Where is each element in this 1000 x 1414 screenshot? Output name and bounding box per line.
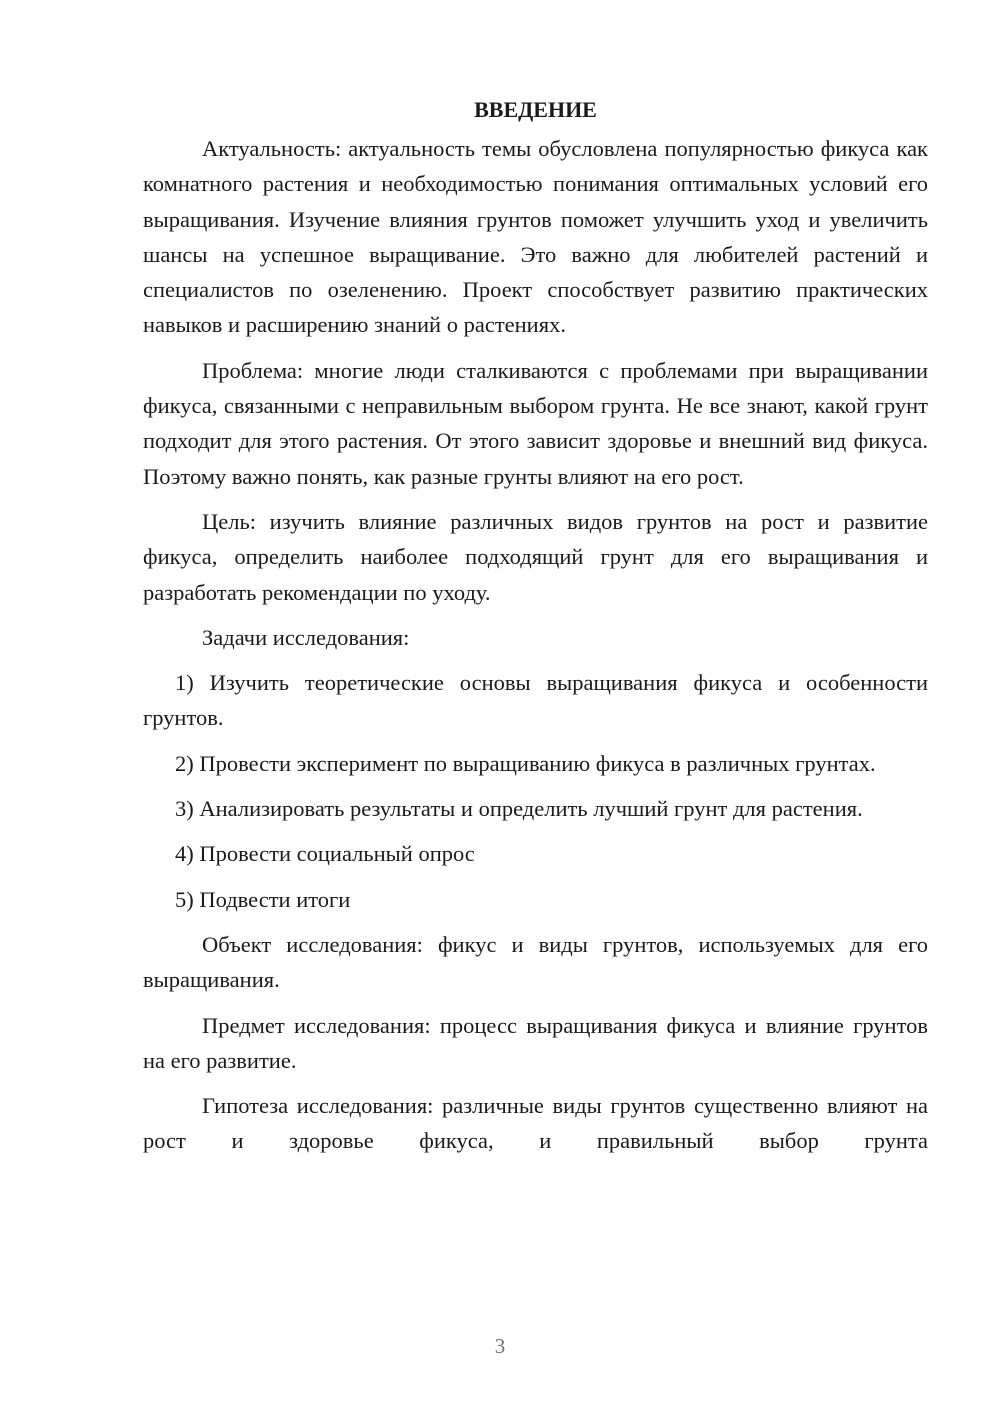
paragraph-tasks-heading: Задачи исследования: — [202, 624, 410, 650]
paragraph-object: Объект исследования: фикус и виды грунтов, используемых для его выращивания. — [143, 931, 928, 993]
paragraph-hypothesis: Гипотеза исследования: различные виды грунтов существенно влияют на рост и здоровье фикуса, и правильный выбор грунта — [143, 1093, 928, 1154]
paragraph-relevance: Актуальность: актуальность темы обусловлена популярностью фикуса как комнатного растения и необходимостью понимания оптимальных условий его выращивания. Изучение влияния грунтов поможет улучшить уход и увеличить шансы на успешное выращивание. Это важно для любителей растений и специалистов по озеленению. Проект способствует развитию практических навыков и расширению знаний о растениях. — [143, 136, 928, 338]
task-item-4: 4) Провести социальный опрос — [175, 841, 475, 867]
paragraph-subject: Предмет исследования: процесс выращивания фикуса и влияние грунтов на его развитие. — [143, 1012, 928, 1073]
document-page — [143, 92, 928, 1169]
paragraph-problem: Проблема: многие люди сталкиваются с проблемами при выращивании фикуса, связанными с неправильным выбором грунта. Не все знают, какой грунт подходит для этого растения. От этого зависит здоровье и внешний вид фикуса. Поэтому важно понять, как разные грунты влияют на его рост. — [143, 357, 928, 489]
task-item-2: 2) Провести эксперимент по выращиванию фикуса в различных грунтах. — [175, 750, 876, 776]
task-item-5: 5) Подвести итоги — [175, 886, 351, 912]
page-number: 3 — [494, 1334, 506, 1358]
page-title: ВВЕДЕНИЕ — [474, 97, 597, 122]
task-item-1: 1) Изучить теоретические основы выращивания фикуса и особенности грунтов. — [143, 670, 928, 731]
paragraph-goal: Цель: изучить влияние различных видов грунтов на рост и развитие фикуса, определить наиболее подходящий грунт для его выращивания и разработать рекомендации по уходу. — [143, 508, 928, 605]
task-item-3: 3) Анализировать результаты и определить лучший грунт для растения. — [175, 796, 863, 822]
